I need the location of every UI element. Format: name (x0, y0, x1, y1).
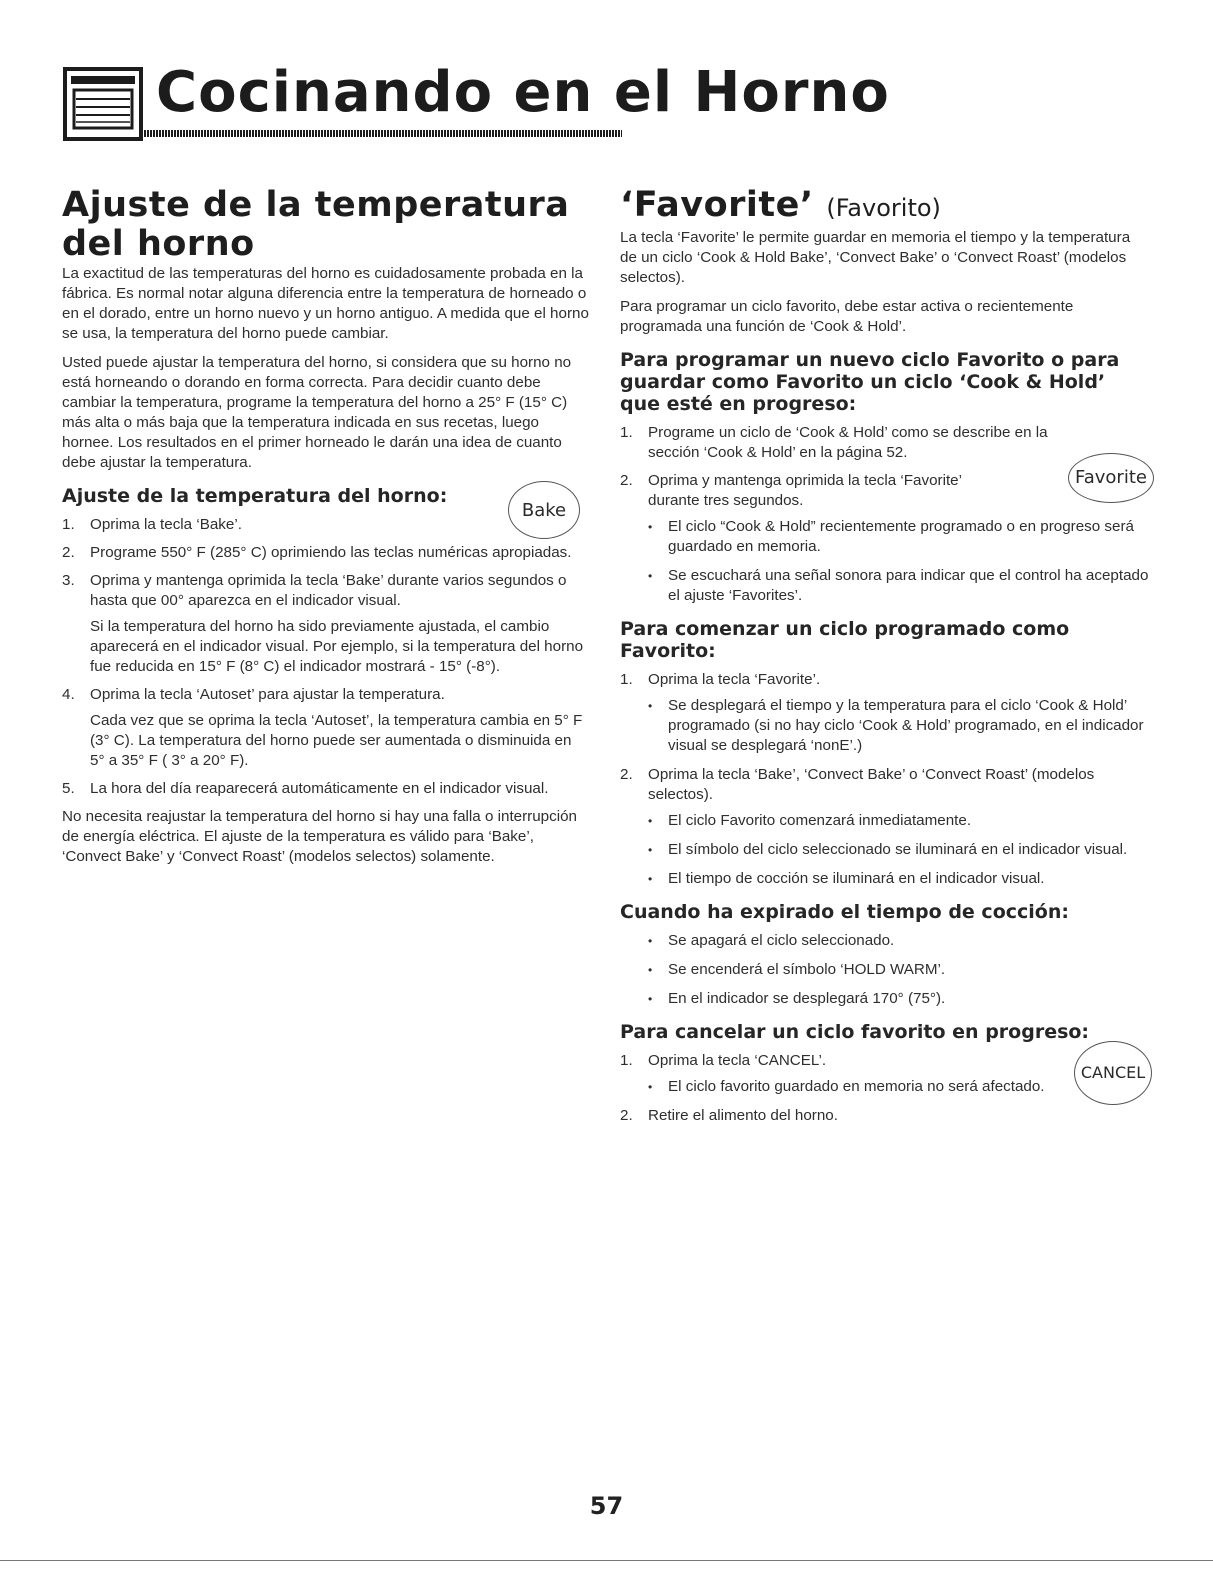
start-favorite-steps (620, 670, 1150, 889)
intro-paragraph-1: La exactitud de las temperaturas del horno es cuidadosamente probada en la fábrica. Es normal notar alguna diferencia entre la temperatura de horneado o en el dorado, entre un horno nuevo y un horno antiguo. A medida que el horno se usa, la temperatura del horno puede cambiar. (62, 265, 589, 342)
intro-paragraph-2: Usted puede ajustar la temperatura del horno, si considera que su horno no está horneando o dorando en forma correcta. Para decidir cuanto debe cambiar la temperatura, programe la temperatura del horno a 25° F (15° C) más alta o más baja que la temperatura indicada en sus recetas, luego hornee. Los resultados en el primer horneado le darán una idea de cuanto debe ajustar la temperatura. (62, 354, 572, 471)
list-item: 4. Oprima la tecla ‘Autoset’ para ajustar la temperatura. Cada vez que se oprima la tecla ‘Autoset’, la temperatura cambia en 5° F (3° C). La temperatura del horno puede ser aumentada o disminuida en 5° a 35° F ( 3° a 20° F). (62, 685, 590, 771)
list-item: • El símbolo del ciclo seleccionado se iluminará en el indicador visual. (620, 840, 1150, 860)
list-item: • Se encenderá el símbolo ‘HOLD WARM’. (620, 960, 1150, 980)
list-item: 3. Oprima y mantenga oprimida la tecla ‘Bake’ durante varios segundos o hasta que 00° aparezca en el indicador visual. Si la temperatura del horno ha sido previamente ajustada, el cambio aparecerá en el indicador visual. Por ejemplo, si la temperatura del horno fue reducida en 15° F (8° C) el indicador mostrará - 15° (-8°). (62, 571, 590, 677)
adjust-steps (62, 515, 590, 799)
header-rule (144, 130, 622, 137)
adjust-subsection (62, 485, 590, 799)
step-note: Cada vez que se oprima la tecla ‘Autoset’, la temperatura cambia en 5° F (3° C). La temperatura del horno puede ser aumentada o disminuida en 5° a 35° F ( 3° a 20° F). (90, 712, 583, 769)
list-item: 1. Oprima la tecla ‘Bake’. (62, 516, 242, 533)
program-favorite-subhead: Para programar un nuevo ciclo Favorito o para guardar como Favorito un ciclo ‘Cook & Hold’ que esté en progreso: (620, 349, 1120, 415)
list-item: 2. Oprima y mantenga oprimida la tecla ‘Favorite’ durante tres segundos. Favorite • El ciclo “Cook & Hold” recientemente programado o en progreso será guardado en memoria. • Se escuchará una señal sonora para indicar que el control ha aceptado el ajuste ‘Favorites’. (620, 471, 1150, 606)
page-header (62, 60, 890, 148)
list-item: 5. La hora del día reaparecerá automáticamente en el indicador visual. (62, 780, 549, 797)
favorite-intro-1: La tecla ‘Favorite’ le permite guardar en memoria el tiempo y la temperatura de un ciclo ‘Cook & Hold Bake’, ‘Convect Bake’ o ‘Convect Roast’ (modelos selectos). (620, 229, 1131, 286)
page-number: 57 (589, 1492, 624, 1520)
step-note: Si la temperatura del horno ha sido previamente ajustada, el cambio aparecerá en el indicador visual. Por ejemplo, si la temperatura del horno fue reducida en 15° F (8° C) el indicador mostrará - 15° (-8°). (90, 618, 584, 675)
oven-temp-title: Ajuste de la temperatura del horno (62, 185, 570, 264)
list-item: • Se escuchará una señal sonora para indicar que el control ha aceptado el ajuste ‘Favorites’. (620, 566, 1150, 606)
cancel-subsection (620, 1021, 1150, 1126)
bullet-list (620, 696, 1150, 756)
favorite-key-icon: Favorite (1068, 453, 1154, 503)
left-column (62, 186, 590, 876)
favorite-title: ‘Favorite’ (Favorito) (620, 185, 941, 225)
program-favorite-steps (620, 423, 1150, 606)
list-item: 2. Programe 550° F (285° C) oprimiendo las teclas numéricas apropiadas. (62, 544, 572, 561)
cancel-favorite-steps (620, 1051, 1150, 1126)
list-item: 2. Retire el alimento del horno. (620, 1107, 838, 1124)
adjust-subhead: Ajuste de la temperatura del horno: (62, 485, 448, 507)
list-item: 1. Oprima la tecla ‘Favorite’. • Se desplegará el tiempo y la temperatura para el ciclo ‘Cook & Hold’ programado (si no hay ciclo ‘Cook & Hold’ programado, en el indicador visual se desplegará ‘nonE’.) (620, 670, 1150, 756)
footer-rule (0, 1560, 1213, 1561)
list-item: 1. Oprima la tecla ‘CANCEL’. CANCEL • El ciclo favorito guardado en memoria no será afectado. (620, 1051, 1150, 1097)
cook-time-expired-subhead: Cuando ha expirado el tiempo de cocción: (620, 901, 1069, 923)
list-item: 2. Oprima la tecla ‘Bake’, ‘Convect Bake’ o ‘Convect Roast’ (modelos selectos). • El ciclo Favorito comenzará inmediatamente. • El símbolo del ciclo seleccionado se iluminará en el indicador visual. • El tiempo de cocción se iluminará en el indicador visual. (620, 765, 1150, 889)
cancel-favorite-subhead: Para cancelar un ciclo favorito en progreso: (620, 1021, 1090, 1043)
list-item: • Se apagará el ciclo seleccionado. (620, 931, 1150, 951)
closing-paragraph: No necesita reajustar la temperatura del horno si hay una falla o interrupción de energía eléctrica. El ajuste de la temperatura es válido para ‘Bake’, ‘Convect Bake’ y ‘Convect Roast’ (modelos selectos) solamente. (62, 808, 577, 865)
list-item: • Se desplegará el tiempo y la temperatura para el ciclo ‘Cook & Hold’ programado (si no hay ciclo ‘Cook & Hold’ programado, en el indicador visual se desplegará ‘nonE’.) (620, 696, 1150, 756)
bullet-list (620, 517, 1150, 606)
list-item: • El tiempo de cocción se iluminará en el indicador visual. (620, 869, 1150, 889)
cancel-key-icon: CANCEL (1074, 1041, 1152, 1105)
oven-icon (62, 66, 144, 144)
favorite-intro-2: Para programar un ciclo favorito, debe estar activa o recientemente programada una función de ‘Cook & Hold’. (620, 298, 1074, 335)
start-favorite-subhead: Para comenzar un ciclo programado como Favorito: (620, 618, 1070, 662)
list-item: 1. Programe un ciclo de ‘Cook & Hold’ como se describe en la sección ‘Cook & Hold’ en la página 52. (620, 424, 1048, 461)
list-item: • El ciclo “Cook & Hold” recientemente programado o en progreso será guardado en memoria. (620, 517, 1150, 557)
page-header-title: Cocinando en el Horno (156, 60, 890, 125)
list-item: • En el indicador se desplegará 170° (75°). (620, 989, 1150, 1009)
favorite-title-sub: (Favorito) (826, 194, 941, 222)
right-column (620, 186, 1150, 1134)
list-item: • El ciclo Favorito comenzará inmediatamente. (620, 811, 1150, 831)
bullet-list (620, 931, 1150, 1009)
bullet-list (620, 1077, 1050, 1097)
list-item: • El ciclo favorito guardado en memoria no será afectado. (620, 1077, 1050, 1097)
bake-key-icon: Bake (508, 481, 580, 539)
bullet-list (620, 811, 1150, 889)
